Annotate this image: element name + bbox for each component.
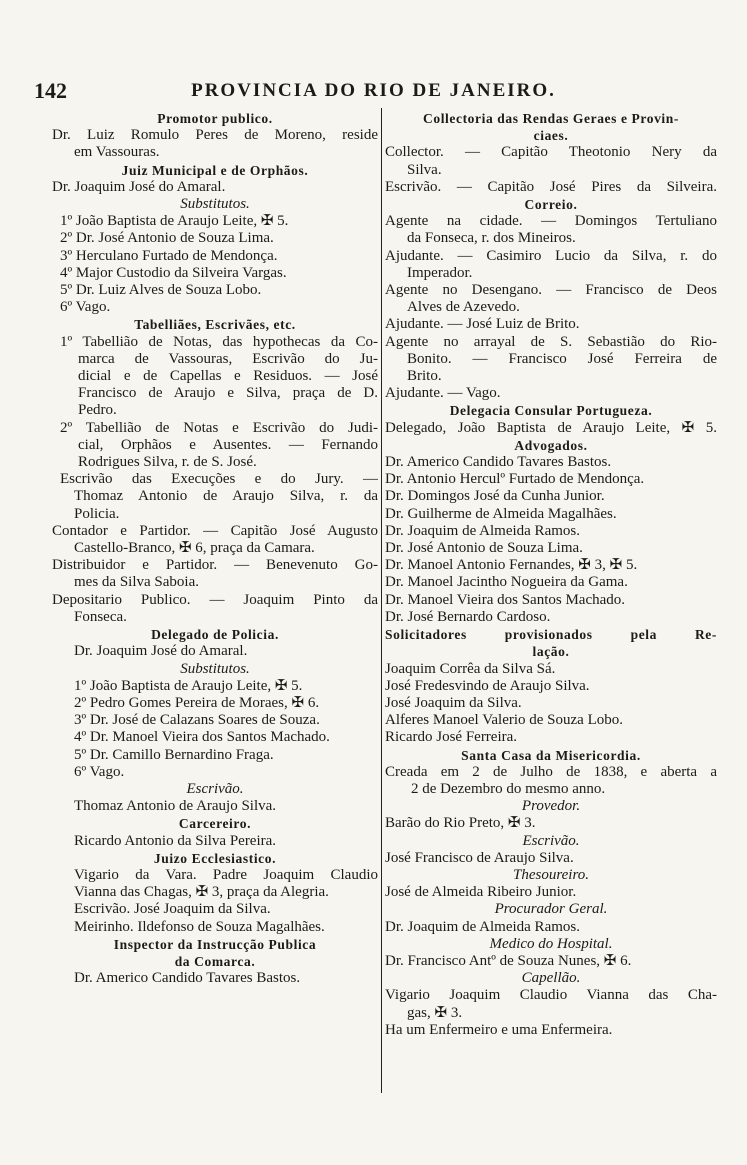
text-line: 2º Dr. José Antonio de Souza Lima. bbox=[60, 230, 274, 247]
text-line: Ajudante. — José Luiz de Brito. bbox=[385, 316, 580, 333]
text-line: Escrivão. — Capitão José Pires da Silveira. bbox=[385, 178, 717, 195]
section-heading: Delegado de Policia. bbox=[151, 627, 279, 643]
text-line: Bonito. — Francisco José Ferreira de bbox=[407, 350, 717, 367]
text-line: 3º Herculano Furtado de Mendonça. bbox=[60, 247, 278, 264]
text-line: marca de Vassouras, Escrivão do Ju- bbox=[78, 350, 378, 367]
text-line: gas, ✠ 3. bbox=[407, 1004, 463, 1021]
subheading: Provedor. bbox=[521, 798, 581, 815]
text-line: Delegado, João Baptista de Araujo Leite, ✠ 5. bbox=[385, 419, 717, 436]
text-line: Pedro. bbox=[78, 402, 117, 419]
text-line: Vigario Joaquim Claudio Vianna das Cha- bbox=[385, 987, 717, 1004]
text-line: Dr. José Bernardo Cardoso. bbox=[385, 608, 551, 625]
text-line: Ajudante. — Casimiro Lucio da Silva, r. do bbox=[385, 247, 717, 264]
text-line: Dr. Luiz Romulo Peres de Moreno, reside bbox=[52, 127, 378, 144]
section-heading: Juiz Municipal e de Orphãos. bbox=[121, 162, 309, 178]
text-line: em Vassouras. bbox=[74, 144, 160, 161]
text-line: 1º João Baptista de Araujo Leite, ✠ 5. bbox=[74, 677, 303, 694]
subheading: Thesoureiro. bbox=[513, 866, 589, 883]
text-line: Vianna das Chagas, ✠ 3, praça da Alegria. bbox=[74, 884, 329, 901]
text-line: Dr. Domingos José da Cunha Junior. bbox=[385, 488, 605, 505]
text-line: dicial e de Capellas e Residuos. — José bbox=[78, 368, 378, 385]
section-heading: Promotor publico. bbox=[157, 111, 273, 126]
section-heading: Collectoria das Rendas Geraes e Provin- bbox=[423, 111, 679, 126]
section-heading: Santa Casa da Misericordia. bbox=[461, 747, 641, 763]
text-line: Silva. bbox=[407, 161, 442, 178]
section-heading: Solicitadores provisionados pela Re- bbox=[385, 627, 717, 643]
subheading: Escrivão. bbox=[522, 832, 580, 849]
text-line: 5º Dr. Luiz Alves de Souza Lobo. bbox=[60, 282, 262, 299]
section-heading: ciaes. bbox=[533, 128, 569, 144]
text-line: cial, Orphãos e Ausentes. — Fernando bbox=[78, 436, 378, 453]
text-line: Dr. Manoel Antonio Fernandes, ✠ 3, ✠ 5. bbox=[385, 557, 638, 574]
section-heading: Tabelliães, Escrivães, etc. bbox=[134, 317, 296, 333]
text-line: Creada em 2 de Julho de 1838, e aberta a bbox=[385, 763, 717, 780]
subheading: Medico do Hospital. bbox=[489, 935, 613, 952]
text-line: 3º Dr. José de Calazans Soares de Souza. bbox=[74, 712, 320, 729]
text-line: Dr. Manoel Vieira dos Santos Machado. bbox=[385, 591, 626, 608]
page-header bbox=[0, 78, 747, 102]
text-line: José Fredesvindo de Araujo Silva. bbox=[385, 677, 590, 694]
text-line: Joaquim Corrêa da Silva Sá. bbox=[385, 660, 556, 677]
text-line: Dr. Joaquim José do Amaral. bbox=[52, 178, 226, 195]
text-line: 2º Pedro Gomes Pereira de Moraes, ✠ 6. bbox=[74, 694, 320, 711]
section-heading: lação. bbox=[532, 644, 570, 660]
text-line: Meirinho. Ildefonso de Souza Magalhães. bbox=[74, 918, 325, 935]
text-line: 2º Tabellião de Notas e Escrivão do Judi- bbox=[60, 419, 378, 436]
subheading: Escrivão. bbox=[186, 780, 244, 797]
text-line: Rodrigues Silva, r. de S. José. bbox=[78, 454, 257, 471]
text-line: Agente no Desengano. — Francisco de Deos bbox=[385, 282, 717, 299]
text-line: mes da Silva Saboia. bbox=[74, 574, 199, 591]
section-heading: Correio. bbox=[524, 197, 578, 213]
text-line: José Francisco de Araujo Silva. bbox=[385, 849, 574, 866]
text-line: 6º Vago. bbox=[60, 299, 111, 316]
text-line: Dr. Antonio Herculº Furtado de Mendonça. bbox=[385, 471, 645, 488]
text-line: 1º João Baptista de Araujo Leite, ✠ 5. bbox=[60, 213, 289, 230]
text-line: Dr. Joaquim de Almeida Ramos. bbox=[385, 918, 580, 935]
text-line: José Joaquim da Silva. bbox=[385, 694, 522, 711]
subheading: Substitutos. bbox=[180, 660, 250, 677]
text-line: Contador e Partidor. — Capitão José Augusto bbox=[52, 522, 378, 539]
section-heading: Juizo Ecclesiastico. bbox=[153, 850, 277, 866]
text-line: da Fonseca, r. dos Mineiros. bbox=[407, 230, 576, 247]
section-heading: Inspector da Instrucção Publica bbox=[113, 936, 317, 952]
text-line: José de Almeida Ribeiro Junior. bbox=[385, 884, 577, 901]
text-line: Dr. Francisco Antº de Souza Nunes, ✠ 6. bbox=[385, 952, 632, 969]
text-line: Ricardo Antonio da Silva Pereira. bbox=[74, 832, 277, 849]
subheading: Capellão. bbox=[521, 970, 581, 987]
section-heading: Advogados. bbox=[514, 437, 588, 453]
text-line: 1º Tabellião de Notas, das hypothecas da Co- bbox=[60, 333, 378, 350]
text-line: Collector. — Capitão Theotonio Nery da bbox=[385, 144, 717, 161]
text-line: Dr. Americo Candido Tavares Bastos. bbox=[385, 454, 612, 471]
text-line: Imperador. bbox=[407, 264, 473, 281]
section-heading: Carcereiro. bbox=[178, 816, 252, 832]
text-line: 5º Dr. Camillo Bernardino Fraga. bbox=[74, 746, 274, 763]
text-line: Agente na cidade. — Domingos Tertuliano bbox=[385, 213, 717, 230]
text-line: Castello-Branco, ✠ 6, praça da Camara. bbox=[74, 540, 315, 557]
text-line: Vigario da Vara. Padre Joaquim Claudio bbox=[74, 866, 378, 883]
left-column bbox=[52, 110, 378, 987]
text-line: Depositario Publico. — Joaquim Pinto da bbox=[52, 591, 378, 608]
text-line: 6º Vago. bbox=[74, 763, 125, 780]
page-number: 142 bbox=[34, 78, 67, 103]
text-line: Dr. José Antonio de Souza Lima. bbox=[385, 540, 583, 557]
text-line: 2 de Dezembro do mesmo anno. bbox=[411, 780, 606, 797]
text-line: Fonseca. bbox=[74, 608, 127, 625]
text-line: Dr. Joaquim de Almeida Ramos. bbox=[385, 522, 580, 539]
text-line: 4º Major Custodio da Silveira Vargas. bbox=[60, 264, 287, 281]
text-line: Dr. Manoel Jacintho Nogueira da Gama. bbox=[385, 574, 628, 591]
text-line: Policia. bbox=[74, 505, 120, 522]
text-line: Distribuidor e Partidor. — Benevenuto Go- bbox=[52, 557, 378, 574]
text-line: Alves de Azevedo. bbox=[407, 299, 520, 316]
text-line: Ha um Enfermeiro e uma Enfermeira. bbox=[385, 1021, 613, 1038]
text-line: Ricardo José Ferreira. bbox=[385, 729, 518, 746]
text-line: Brito. bbox=[407, 368, 442, 385]
text-line: Ajudante. — Vago. bbox=[385, 385, 501, 402]
section-heading: da Comarca. bbox=[174, 953, 256, 969]
right-column bbox=[385, 110, 717, 1039]
text-line: Thomaz Antonio de Araujo Silva. bbox=[74, 798, 277, 815]
text-line: Agente no arrayal de S. Sebastião do Rio- bbox=[385, 333, 717, 350]
text-line: Escrivão. José Joaquim da Silva. bbox=[74, 901, 271, 918]
text-line: 4º Dr. Manoel Vieira dos Santos Machado. bbox=[74, 729, 330, 746]
text-line: Thomaz Antonio de Araujo Silva, r. da bbox=[74, 488, 378, 505]
text-line: Dr. Americo Candido Tavares Bastos. bbox=[74, 970, 301, 987]
subheading: Substitutos. bbox=[180, 196, 250, 213]
section-heading: Delegacia Consular Portugueza. bbox=[449, 403, 653, 419]
text-line: Escrivão das Execuções e do Jury. — bbox=[60, 471, 378, 488]
text-line: Dr. Joaquim José do Amaral. bbox=[74, 643, 248, 660]
page-title: PROVINCIA DO RIO DE JANEIRO. bbox=[191, 80, 556, 101]
text-line: Alferes Manoel Valerio de Souza Lobo. bbox=[385, 712, 623, 729]
text-line: Dr. Guilherme de Almeida Magalhães. bbox=[385, 505, 617, 522]
text-line: Barão do Rio Preto, ✠ 3. bbox=[385, 815, 536, 832]
subheading: Procurador Geral. bbox=[494, 901, 608, 918]
column-divider bbox=[381, 108, 382, 1093]
text-line: Francisco de Araujo e Silva, praça de D. bbox=[78, 385, 378, 402]
